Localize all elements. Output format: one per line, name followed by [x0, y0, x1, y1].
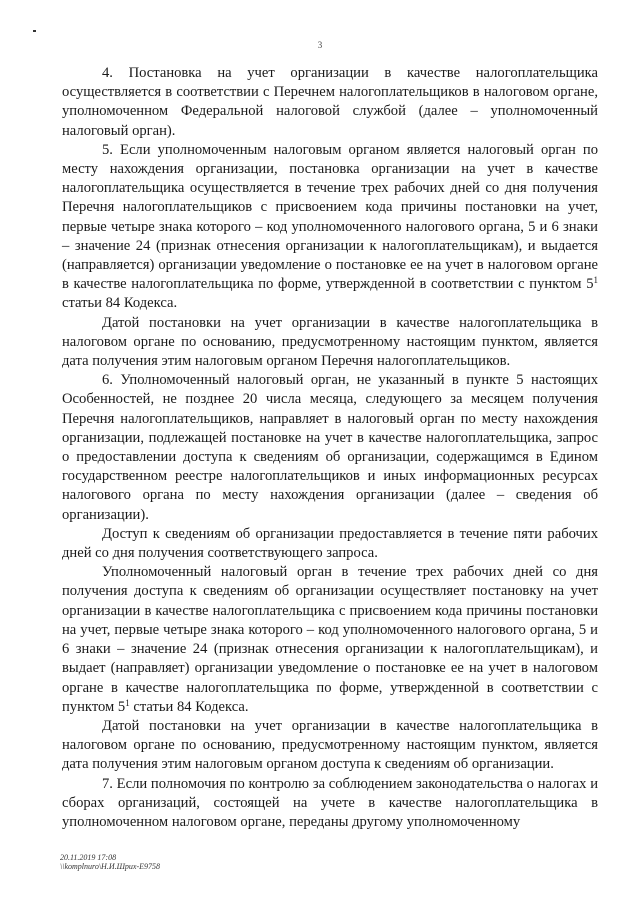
paragraph-6-registration: [62, 563, 598, 717]
paragraph-6-registration-text: Уполномоченный налоговый орган в течение трех рабочих дней со дня получения доступа к сведениям об организации осуществляет постановку на учет организации в качестве налогоплательщика с присвоением кода причины постановки на учет, первые четыре знака которого – код уполномоченного налогового органа, 5 и 6 знаки – значение 24 (признак отнесения организации к налогоплательщикам), и выдает (направляет) организации уведомление о постановке ее на учет в налоговом органе в качестве налогоплательщика по форме, утвержденной в соответствии с пунктом 5: [62, 564, 598, 715]
footer-timestamp: 20.11.2019 17:08: [60, 853, 117, 862]
footer-file-path: \\komplnuro\Н.И.Шрих-Е9758: [60, 862, 161, 871]
paragraph-5-text: 5. Если уполномоченным налоговым органом является налоговый орган по месту нахождения организации, постановка организации на учет в качестве налогоплательщика осуществляется в течение трех рабочих дней со дня получения Перечня налогоплательщиков с присвоением кода причины постановки на учет, первые четыре знака которого – код уполномоченного налогового органа, 5 и 6 знаки – значение 24 (признак отнесения организации к налогоплательщикам), и выдается (направляется) организации уведомление о постановке ее на учет в налоговом органе в качестве налогоплательщика по форме, утвержденной в соответствии с пунктом 5: [62, 141, 598, 293]
paragraph-5-tail: статьи 84 Кодекса.: [62, 295, 178, 312]
paragraph-6: 6. Уполномоченный налоговый орган, не указанный в пункте 5 настоящих Особенностей, не позднее 20 числа месяца, следующего за месяцем получения Перечня налогоплательщиков, направляет в налоговый орган по месту нахождения организации, подлежащей постановке на учет в качестве налогоплательщика, запрос о предоставлении доступа к сведениям об организации, содержащимся в Едином государственном реестре налогоплательщиков и иных информационных ресурсах налогового органа по месту нахождения организации (далее – сведения об организации).: [62, 372, 598, 523]
paragraph-5-date: Датой постановки на учет организации в качестве налогоплательщика в налоговом органе по основанию, предусмотренному настоящим пунктом, является дата получения этим налоговым органом Перечня налогоплательщиков.: [62, 314, 598, 370]
document-body: [62, 64, 598, 832]
paragraph-6-date: Датой постановки на учет организации в качестве налогоплательщика в налоговом органе по основанию, предусмотренному настоящим пунктом, является дата получения этим налоговым органом доступа к сведениям об организации.: [62, 717, 598, 773]
paragraph-6-tail: статьи 84 Кодекса.: [129, 698, 249, 715]
footer-stamp: [60, 853, 160, 871]
paragraph-6-superscript: 1: [125, 697, 130, 708]
paragraph-5-superscript: 1: [593, 275, 598, 286]
paragraph-7: 7. Если полномочия по контролю за соблюдением законодательства о налогах и сборах организаций, состоящей на учете в качестве налогоплательщика в уполномоченном налоговом органе, переданы другому уполномоченному: [62, 775, 598, 830]
page-number: 3: [317, 40, 323, 50]
paragraph-5: [62, 141, 598, 314]
paragraph-6-access: Доступ к сведениям об организации предоставляется в течение пяти рабочих дней со дня получения соответствующего запроса.: [62, 525, 598, 562]
paragraph-4: 4. Постановка на учет организации в качестве налогоплательщика осуществляется в соответствии с Перечнем налогоплательщиков в налоговом органе, уполномоченном Федеральной налоговой службой (далее – уполномоченный налоговый орган).: [62, 65, 598, 139]
scan-mark: [33, 30, 36, 32]
